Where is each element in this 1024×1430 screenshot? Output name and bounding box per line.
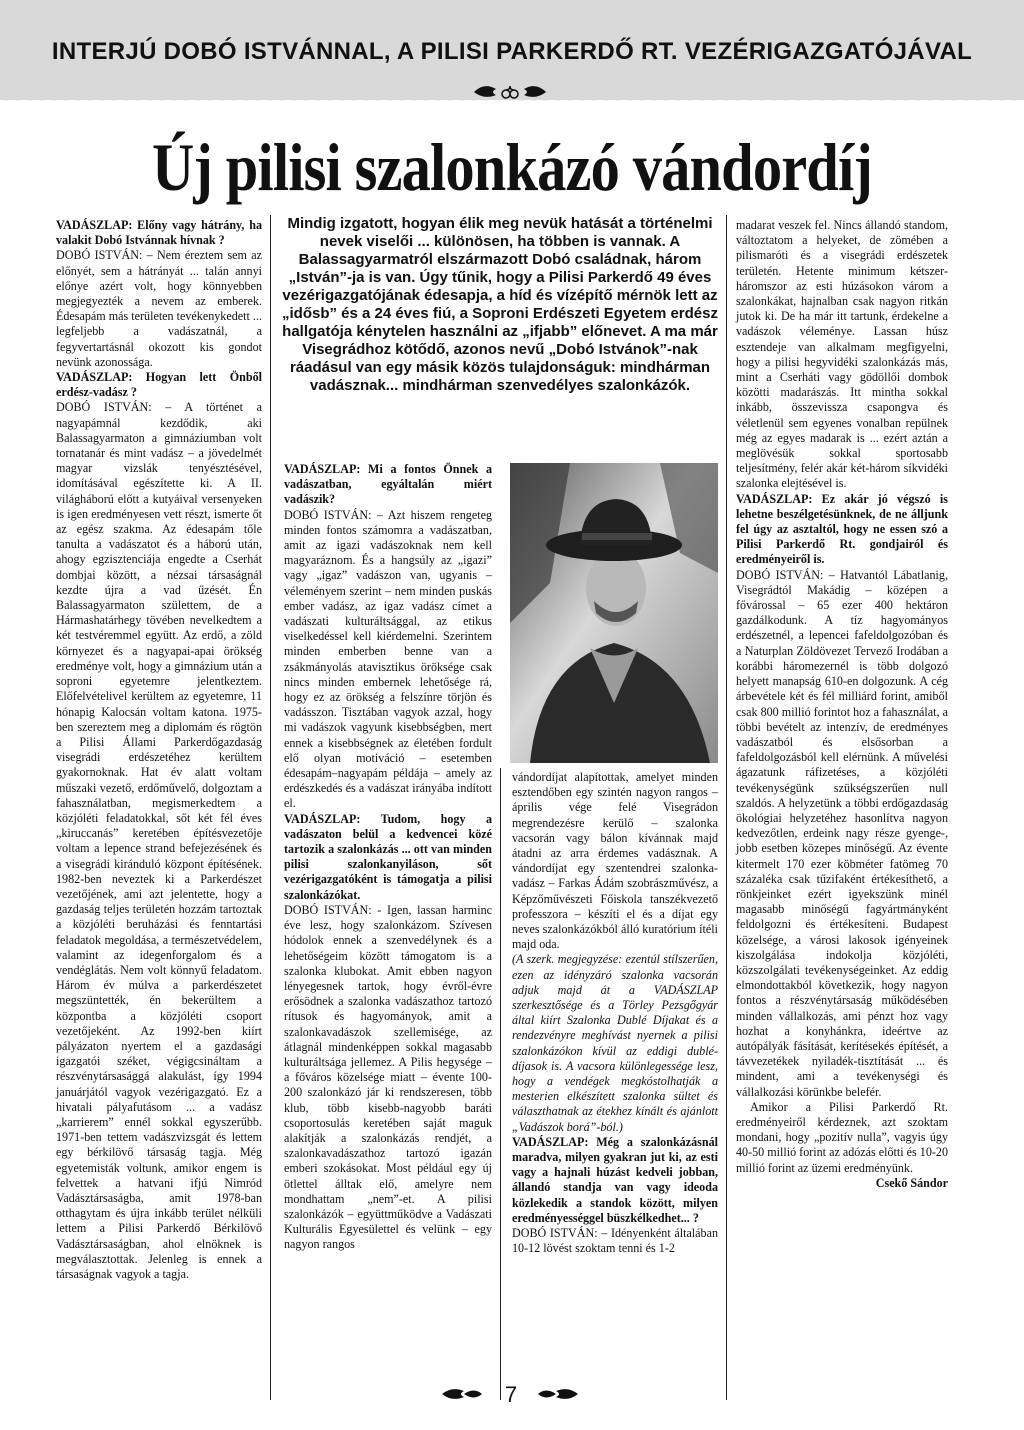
byline: Csekő Sándor [875,1175,948,1190]
article-headline: Új pilisi szalonkázó vándordíj [152,129,872,205]
section-kicker: INTERJÚ DOBÓ ISTVÁNNAL, A PILISI PARKERDŐ RT. VEZÉRIGAZGATÓJÁVAL [51,38,973,65]
column-4 [736,218,948,1191]
question: VADÁSZLAP: Még a szalonkázásnál maradva, milyen gyakran jut ki, az esti vagy a hajnali húzást kedveli jobban, állandó standja van vagy ideoda közlekedik a standok között, milyen eredményességgel büszkélkedhet... ? [512,1134,718,1225]
question: VADÁSZLAP: Tudom, hogy a vadászaton belül a kedvencei közé tartozik a szalonkázás ... ott van minden pilisi szalonkanyiláson, sőt vezérigazgatóként is támogatja a pilisi szalonkázókat. [284,811,492,902]
answer: DOBÓ ISTVÁN: – Azt hiszem rengeteg minden fontos számomra a vadászatban, amit az igazi vadászoknak nem kell magyaráznom. És a hangsúly az „igazi” vagy „igaz” vadászon van, ugyanis – véleményem szerint – nem minden puskás ember vadász, az igaz vadász címet a vadászati kulturáltsággal, az etikus viselkedéssel kell kiérdemelni. Szerintem minden emberben benne van a zsákmányolás atavisztikus öröksége csak nincs minden embernek lehetősége rá, hogy ez az örökség a felszínre törjön és vadásszon. Tisztában vagyok azzal, hogy mi vadászok vagyunk kisebbségben, mert ennek a kisebbségnek az életében fordult elő olyan motiváció – esetemben édesapám–nagyapám példája – amely az erdészkedés és a vadászat irányába indított el. [284,507,492,811]
oak-leaf-ornament-icon [470,80,550,102]
column-rule [270,215,271,1400]
page-number: 7 [504,1382,518,1407]
oak-leaf-right-icon [536,1386,580,1402]
oak-leaf-left-icon [440,1386,484,1402]
answer: DOBÓ ISTVÁN: - Igen, lassan harminc éve lesz, hogy szalonkázom. Szívesen hódolok ennek a szenvedélynek és a lehetőségeim között támogatom is a szalonka klubokat. Amit ebben nagyon lényegesnek tartok, hogy évről-évre erősödnek a szalonka vadászathoz tartozó rítusok és hagyományok, amit a szalonkavadászok szellemisége, az átlagnál mindenképpen sokkal magasabb kulturáltsága jellemez. A Pilis hegysége – a főváros közelsége miatt – évente 100-200 szalonkázó jár ki rendszeresen, több klub, több kisebb-nagyobb baráti csoportosulás keretében saját maguk alakítják a szalonkázás rendjét, a szalonkavadászathoz tartozó igazán emberi szokásokat. Most például egy új ötlettel álltak elő, amelyre nem mondhattam „nem”-et. A pilisi szalonkázók – együttműködve a Vadászati Kulturális Egyesülettel és velünk – egy nagyon rangos [284,902,492,1252]
portrait-photo [510,463,718,763]
column-1 [56,218,262,1282]
question: VADÁSZLAP: Előny vagy hátrány, ha valakit Dobó Istvánnak hívnak ? [56,218,262,248]
column-2 [284,462,492,1253]
answer: madarat veszek fel. Nincs állandó standom, változtatom a helyeket, de zömében a pilismaróti és a visegrádi erdészetek területén. Hetente minimum kétszer-háromszor az esti húzásokon várom a szalonkákat, hajnalban csak nagyon ritkán jutok ki. De ha már itt tartunk, érdekelne a vadászok véleménye. Lassan húsz esztendeje van alkalmam megfigyelni, hogy a pilisi hegyvidéki szalonkázás más, mint a Cserháti vagy gödöllői dombok közötti madarászás. Itt mintha sokkal inkább, összevissza csapongva és véletlenül sem egyenes vonalban repülnek még az egyes madarak is ... ezért aztán a meglövésük sokkal sportosabb teljesítmény, felér akár két-három síkvidéki szalonka elejtésével is. [736,218,948,491]
answer: DOBÓ ISTVÁN: – A történet a nagyapámnál kezdődik, aki Balassagyarmaton a gimnáziumban volt tornatanár és mint vadász – a jövedelmét magyar vizslák tenyésztésével, idomításával egészítette ki. A II. világháború előtt a kutyáival versenyeken is igen eredményesen vett részt, ismerte őt az egész szakma. Az édesapám tőle tanulta a vadászatot és a háború után, ahogy egzisztenciája engedte a Cserhát dombjai között, a nézsai társaságnál kezdte újra a vad űzését. Én Balassagyarmaton születtem, de a Hármashatárhegy tövében nevelkedtem a két testvéremmel együtt. Az erdő, a zöld környezet és a nagyapai-apai örökség eredménye volt, hogy a gimnázium után a soproni egyetemre jelentkeztem. Előfelvételivel kerültem az egyetemre, 11 hónapig Kalocsán voltam katona. 1975-ben szereztem meg a diplomám és rögtön a Pilisi Állami Parkerdőgazdaság visegrádi erdészetéhez kerültem gyakornoknak. Hat év alatt voltam műszaki vezető, erdőművelő, dolgoztam a fahasználatban, megismerkedtem a közjóléti feladatokkal, sőt két fél éves „kiruccanás” keretében építésvezetője voltam a lepence strand befejezésének és a visegrádi kiránduló központ építésének. 1982-ben neveztek ki a Parkerdészet vezetőjének, ami azt jelentette, hogy a gazdaság teljes területén hozzám tartoztak a közjóléti beruházási és fenntartási feladatok megoldása, a természetvédelem, valamint az idegenforgalom és a vendéglátás. Nem volt könnyű feladatom. Három év múlva a parkerdészetet megszüntették, én bekerültem a központba a közjóléti csoport vezetőjeként. Az 1992-ben kiírt pályázaton nyertem el a gazdasági igazgatói széket, végigcsináltam a részvénytársasággá alakulást, így 1994 januárjától vagyok vezérigazgató. Ez a hivatali pályafutásom ... a vadász „karrierem” ennél sokkal egyszerűbb. 1971-ben tettem vadászvizsgát és lettem egy bérkilövő társaság tagja. Még egyetemisták voltunk, amikor engem is felvettek a hatvani ifjú Nimród Vadásztársaságba, amit 1978-ban otthagytam és újra inkább terület nélküli lettem a Pilisi Parkerdő Bérkilövő Vadásztársaságban, ahol elnöknek is megválasztottak. Jelenleg is ennek a társaságnak vagyok a tagja. [56,400,262,1282]
answer: DOBÓ ISTVÁN: – Nem éreztem sem az előnyét, sem a hátrányát ... talán annyi előnye azért volt, hogy könnyebben megjegyezték a nevem az emberek. Édesapám más területen tevékenykedett ... legfeljebb a vadászatnál, a fegyvertartásnál okozott kis gondot nevünk azonossága. [56,248,262,369]
column-rule [500,768,501,1400]
question: VADÁSZLAP: Ez akár jó végszó is lehetne beszélgetésünknek, de ne álljunk fel úgy az asztaltól, hogy ne essen szó a Pilisi Parkerdő Rt. gondjairól és eredményeiről is. [736,491,948,567]
column-rule [726,215,727,1400]
answer: DOBÓ ISTVÁN: – Idényenként általában 10-12 lövést szoktam tenni és 1-2 [512,1226,718,1256]
answer: vándordíjat alapítottak, amelyet minden esztendőben egy szintén nagyon rangos – április vége felé Visegrádon megrendezésre kerülő – szalonka vacsorán vagy bálon kívánnak majd átadni az arra érdemes vadásznak. A vándordíjat egy szentendrei szalonka-vadász – Farkas Ádám szobrászművész, a Képzőművészeti Főiskola tanszékvezető professzora – készíti el és a díjat egy neves szalonkázókból álló kuratórium ítéli majd oda. [512,770,718,952]
editor-note: (A szerk. megjegyzése: ezentúl stílszerűen, ezen az idényzáró szalonka vacsorán adjuk majd át a VADÁSZLAP szerkesztősége és a Törley Pezsgőgyár által kiírt Szalonka Dublé Díjakat és a rendezvényre meghívást nyernek a pilisi szalonkázókon kívül az eddigi dublé-díjasok is. A vacsora különlegessége lesz, hogy a vendégek megkóstolhatják a mesterien elkészített szalonka sültet és választhatnak az étekhez kínált és ajánlott „Vadászok borá”-ból.) [512,952,718,1134]
answer: DOBÓ ISTVÁN: – Hatvantól Lábatlanig, Visegrádtól Makádig – középen a fővárossal – 65 ezer 400 hektáron gazdálkodunk. A tíz hagyományos erdészetnél, a lepencei fafeldolgozóban és a Naturplan Zöldövezet Tervező Irodában a korábbi háromezernél is több dolgozó helyett manapság 610-en dolgozunk. A cég árbevétele két és fél milliárd forint, amiből csak 800 millió forintot hoz a fahasználat, a többi bevételt az intenzív, de eredményes vadászatból és elsősorban a fafeldolgozásból kell elérnünk. A művelési ágazatunk ráfizetéses, a közjóléti tevékenységünk szükségszerűen null szaldós. A helyzetünk a többi erdőgazdaság ökológiai helyzetéhez hasonlítva nagyon kedvezőtlen, erdeink nagy része gyenge-, jobb esetben közepes minőségű. Az évente kitermelt 170 ezer köbméter fatömeg 70 százaléka csak tűzifaként értékesíthető, a rönkjeinket ezért igyekszünk minél magasabb minőségű fagyártmányként feldolgozni és értékesíteni. Budapest közelsége, a városi lakosok igényeinek kiszolgálása indokolja közjóléti, közszolgálati tevékenységeinket. Az eddig elmondottakból következik, hogy nagyon fontos a részvénytársaság működésében minden vállalkozás, ami pénzt hoz vagy hozhat a konyhánkra, ideértve az autópályák fásítását, kerítésekés építését, a távvezetékek nyiladék-tisztítását ... és mindent, ami a tevékenységi és vállalkozási körünkbe belefér. [736,567,948,1099]
column-3 [512,770,718,1257]
article-lead: Mindig izgatott, hogyan élik meg nevük hatását a történelmi nevek viselői ... különösen, ha többen is vannak. A Balassagyarmatról elszármazott Dobó családnak, három „István”-ja is van. Úgy tűnik, hogy a Pilisi Parkerdő 49 éves vezérigazgatójának édesapja, a híd és vízépítő mérnök lett az „idősb” és a 24 éves fiú, a Soproni Erdészeti Egyetem erdész hallgatója kénytelen használni az „ifjabb” előnevet. A ma már Visegrádhoz kötődő, azonos nevű „Dobó Istvánok”-nak ráadásul van egy másik közös tulajdonságuk: mindhárman vadásznak... mindhárman szenvedélyes szalonkázók. [282,215,718,394]
answer: Amikor a Pilisi Parkerdő Rt. eredményeiről kérdeznek, azt szoktam mondani, hogy „pozitív nulla”, vagyis úgy 40-50 millió forint az adózás előtti és 10-20 millió forint az üzemi eredményünk. [736,1099,948,1175]
question: VADÁSZLAP: Mi a fontos Önnek a vadászatban, egyáltalán miért vadászik? [284,462,492,507]
question: VADÁSZLAP: Hogyan lett Önből erdész-vadász ? [56,370,262,400]
